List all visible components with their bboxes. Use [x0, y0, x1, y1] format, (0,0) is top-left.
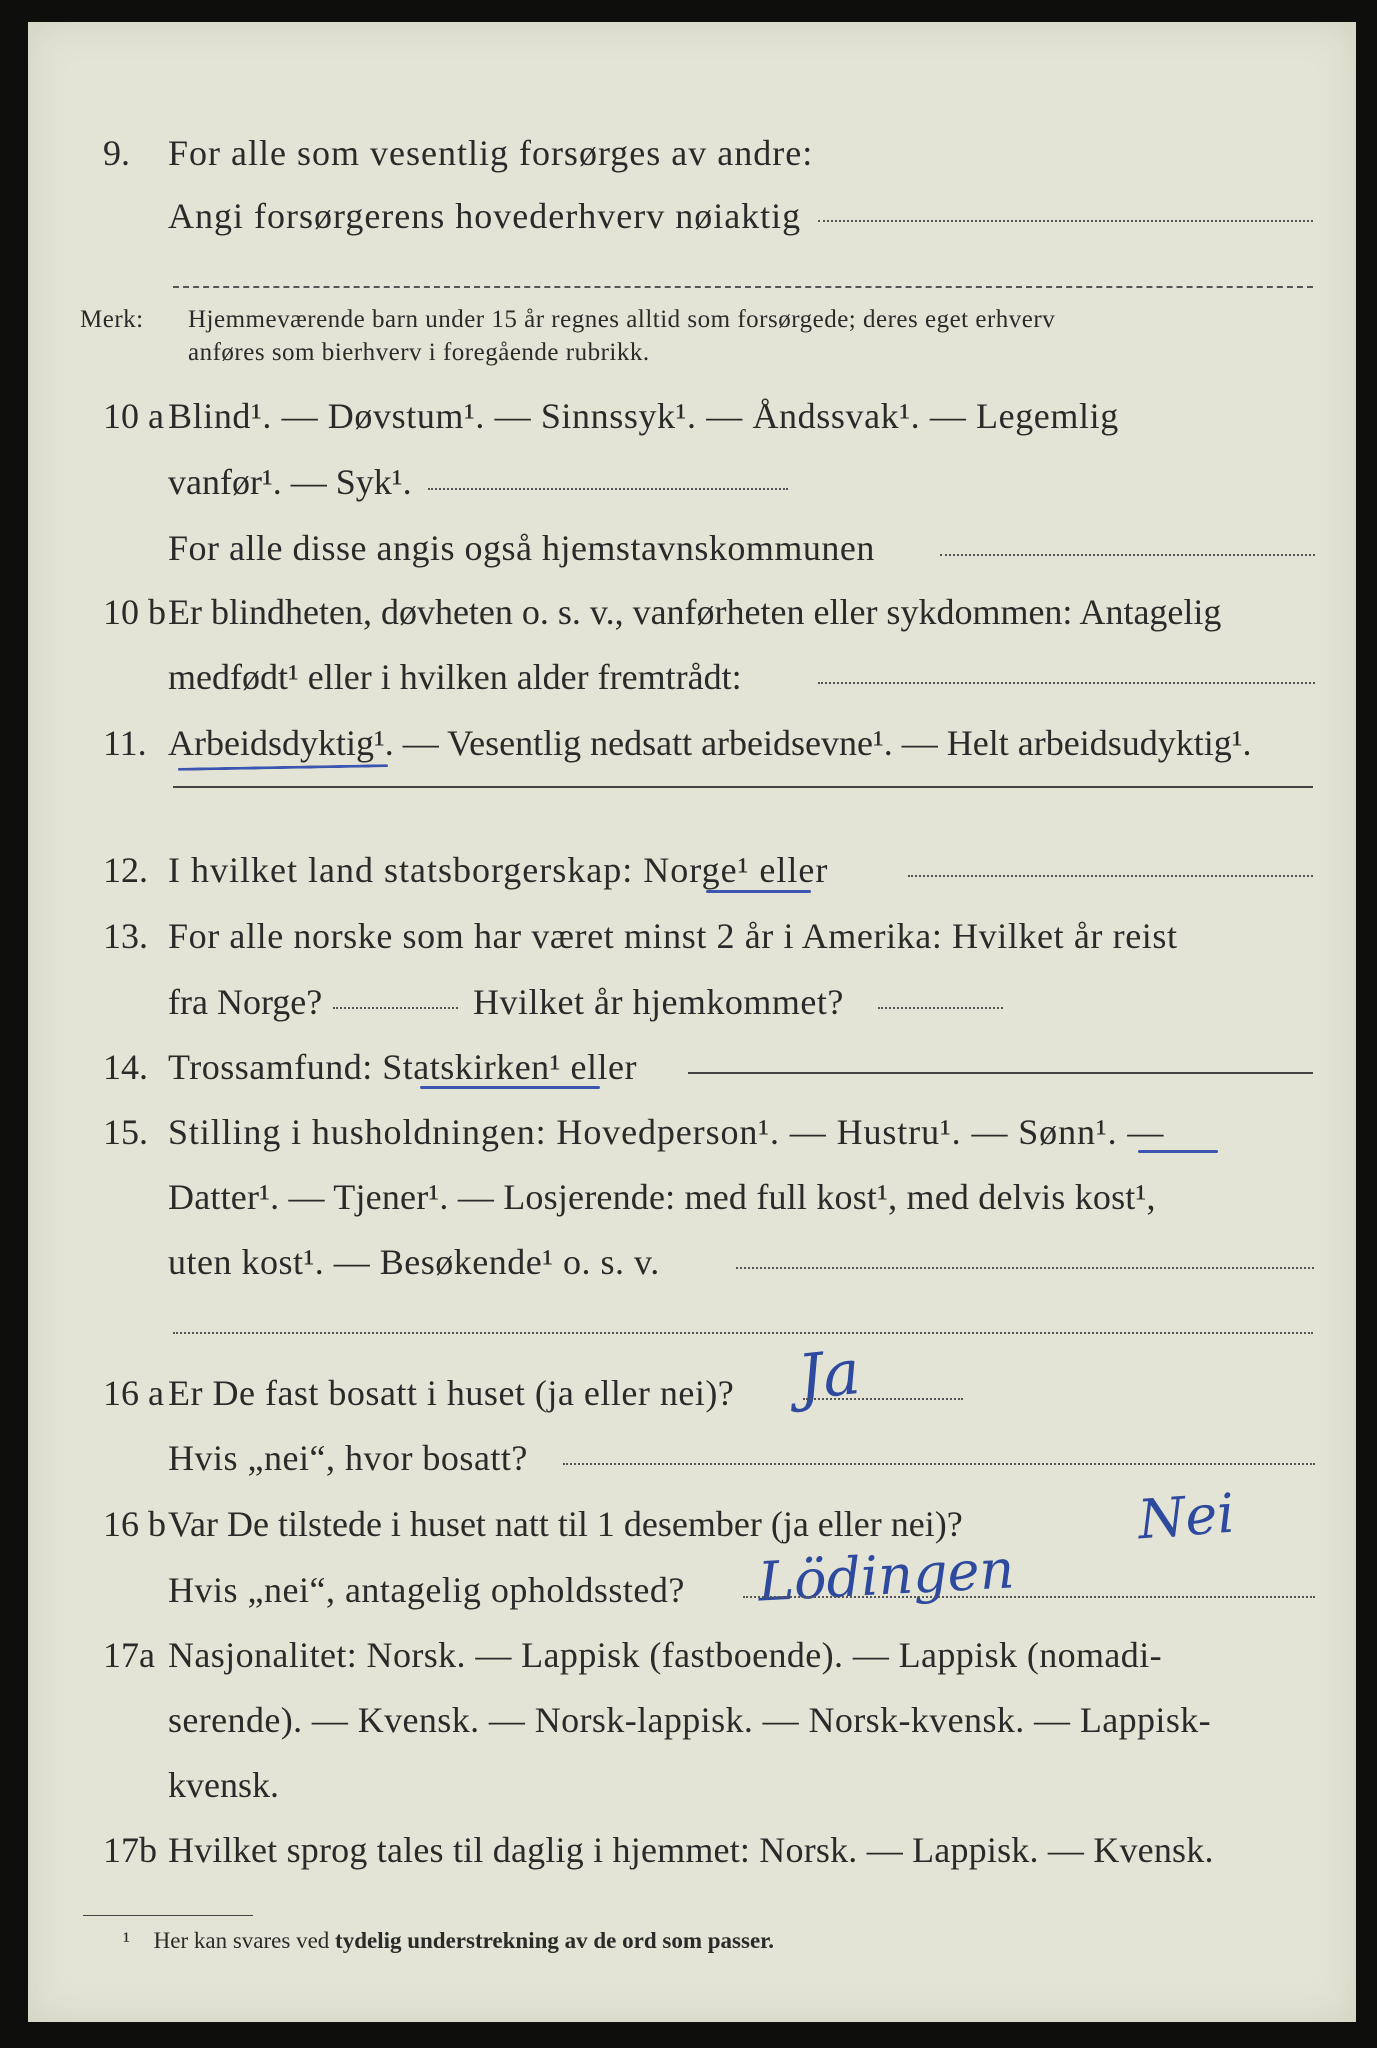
- q16b-answer-line[interactable]: [743, 1596, 1315, 1598]
- q14-answer-line[interactable]: [688, 1072, 1313, 1074]
- q17b-number: 17b: [103, 1830, 157, 1870]
- q16a-line1: Er De fast bosatt i huset (ja eller nei)?: [168, 1373, 735, 1413]
- q15-line1: Stilling i husholdningen: Hovedperson¹. — Hustru¹. — Sønn¹. —: [168, 1112, 1165, 1152]
- q10b-line1: Er blindheten, døvheten o. s. v., vanførheten eller sykdommen: Antagelig: [168, 592, 1222, 632]
- q10a-number: 10 a: [103, 396, 164, 436]
- q14-number: 14.: [103, 1047, 148, 1087]
- q10a-syk-answer-line[interactable]: [428, 488, 788, 490]
- q16b-number: 16 b: [103, 1504, 166, 1544]
- q17a-line3: kvensk.: [168, 1765, 279, 1805]
- merk-line1: Hjemmeværende barn under 15 år regnes alltid som forsørgede; deres eget erhverv: [188, 306, 1056, 333]
- footnote: [123, 1929, 774, 1952]
- q11-line1: Arbeidsdyktig¹. — Vesentlig nedsatt arbeidsevne¹. — Helt arbeidsudyktig¹.: [168, 723, 1252, 763]
- q14-line1: Trossamfund: Statskirken¹ eller: [168, 1047, 637, 1087]
- merk-line2: anføres som bierhverv i foregående rubrikk.: [188, 339, 650, 366]
- q9-line2: Angi forsørgerens hovederhverv nøiaktig: [168, 196, 802, 236]
- q17a-line2: serende). — Kvensk. — Norsk-lappisk. — Norsk-kvensk. — Lappisk-: [168, 1700, 1212, 1740]
- q16a-answer-line[interactable]: [803, 1398, 963, 1400]
- q13-line2b: Hvilket år hjemkommet?: [473, 982, 844, 1022]
- q15-answer-line[interactable]: [736, 1267, 1314, 1269]
- q13-number: 13.: [103, 916, 148, 956]
- q10a-kommune-answer-line[interactable]: [940, 554, 1315, 556]
- q9-answer-line[interactable]: [818, 220, 1313, 222]
- q16a-handwritten-answer: Ja: [794, 1334, 864, 1415]
- q13-line2a: fra Norge?: [168, 982, 323, 1022]
- q16b-line1: Var De tilstede i huset natt til 1 desember (ja eller nei)?: [168, 1504, 963, 1544]
- footnote-rule: [83, 1915, 253, 1916]
- q13-reist-answer-line[interactable]: [333, 1007, 458, 1009]
- q17a-number: 17a: [103, 1635, 155, 1675]
- footnote-text-bold: tydelig understrekning av de ord som passer.: [335, 1928, 774, 1953]
- q16a-number: 16 a: [103, 1373, 164, 1413]
- q16b-line2: Hvis „nei“, antagelig opholdssted?: [168, 1570, 685, 1610]
- q16b-handwritten-answer-2: Lödingen: [756, 1537, 1016, 1614]
- q15-line2: Datter¹. — Tjener¹. — Losjerende: med full kost¹, med delvis kost¹,: [168, 1177, 1156, 1217]
- q15-line3: uten kost¹. — Besøkende¹ o. s. v.: [168, 1242, 660, 1282]
- q15-handwritten-underline: [1138, 1150, 1218, 1153]
- q14-handwritten-underline: [420, 1086, 600, 1089]
- q10b-answer-line[interactable]: [818, 682, 1315, 684]
- q10b-number: 10 b: [103, 592, 166, 632]
- footnote-text: Her kan svares ved: [153, 1928, 330, 1953]
- q12-handwritten-underline: [706, 890, 811, 893]
- q13-hjemkommet-answer-line[interactable]: [878, 1007, 1003, 1009]
- q12-number: 12.: [103, 850, 148, 890]
- q9-separator: [173, 286, 1313, 288]
- q13-line1: For alle norske som har været minst 2 år i Amerika: Hvilket år reist: [168, 916, 1178, 956]
- q17b-line1: Hvilket sprog tales til daglig i hjemmet: Norsk. — Lappisk. — Kvensk.: [168, 1830, 1214, 1870]
- q15-number: 15.: [103, 1112, 148, 1152]
- q16a-line2: Hvis „nei“, hvor bosatt?: [168, 1438, 528, 1478]
- footnote-mark: ¹: [123, 1928, 130, 1953]
- q11-number: 11.: [103, 723, 147, 763]
- q16a-bosatt-answer-line[interactable]: [563, 1463, 1315, 1465]
- merk-label: Merk:: [80, 306, 144, 333]
- q11-answer-line[interactable]: [173, 786, 1313, 788]
- q12-line1: I hvilket land statsborgerskap: Norge¹ eller: [168, 850, 829, 890]
- q9-line1: For alle som vesentlig forsørges av andre:: [168, 133, 814, 173]
- census-form-page: [28, 22, 1356, 2022]
- q11-handwritten-underline: [178, 764, 388, 771]
- q15-answer-line-2[interactable]: [173, 1332, 1313, 1334]
- q12-answer-line[interactable]: [908, 875, 1313, 877]
- q10a-line3: For alle disse angis også hjemstavnskommunen: [168, 528, 875, 568]
- q9-number: 9.: [103, 133, 130, 173]
- q17a-line1: Nasjonalitet: Norsk. — Lappisk (fastboende). — Lappisk (nomadi-: [168, 1635, 1162, 1675]
- q16b-handwritten-answer-1: Nei: [1135, 1481, 1237, 1552]
- q10a-line2: vanfør¹. — Syk¹.: [168, 462, 412, 502]
- q10b-line2: medfødt¹ eller i hvilken alder fremtrådt:: [168, 657, 742, 697]
- q10a-line1: Blind¹. — Døvstum¹. — Sinnssyk¹. — Åndssvak¹. — Legemlig: [168, 396, 1119, 436]
